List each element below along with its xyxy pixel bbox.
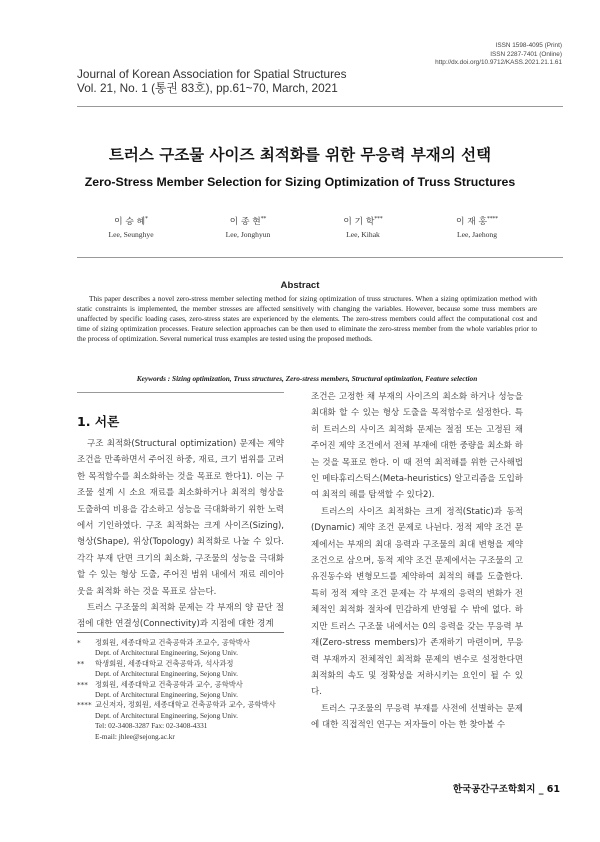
footnotes [77, 638, 287, 742]
author-1 [71, 213, 191, 242]
footnote-en: Dept. of Architectural Engineering, Sejong Univ. [95, 690, 238, 700]
footnote [77, 700, 287, 742]
abstract-rule-bottom [77, 392, 284, 393]
journal-header [77, 67, 347, 95]
author-en: Lee, Seunghye [108, 229, 154, 239]
author-4 [417, 213, 537, 242]
body-column-right [311, 389, 523, 734]
footnote-en: Dept. of Architectural Engineering, Sejong Univ. [95, 710, 238, 720]
issn-print: ISSN 1598-4095 (Print) [495, 42, 562, 49]
abstract-heading: Abstract [280, 280, 320, 291]
author-ko: 이 기 학 [343, 216, 375, 227]
journal-volume: Vol. 21, No. 1 (통권 83호), pp.61~70, March, 2021 [77, 81, 338, 95]
author-en: Lee, Kihak [346, 229, 380, 239]
footnote-en: Dept. of Architectural Engineering, Sejong Univ. [95, 648, 238, 658]
footnote [77, 680, 287, 701]
paragraph: 구조 최적화(Structural optimization) 문제는 제약조건을 만족하면서 주어진 하중, 재료, 크기 범위를 고려한 목적함수를 최소화하는 것을 목표로 한다1). 이는 구조물 설계 시 소요 재료를 최소화하거나 최적의 형상을 도출하여 비용을 감소하고 성능을 극대화하기 위한 노력에서 기인하였다. 구조 최적화는 크게 사이즈(Sizing), 형상(Shape), 위상(Topology) 최적화로 나눌 수 있다. 각각 부재 단면 크기의 최소화, 구조물의 성능을 극대화 할 수 있는 형상 도출, 주어진 범위 내에서 재료 레이아웃을 최적화 하는 것을 목표로 삼는다. [77, 439, 284, 597]
keywords: Keywords : Sizing optimization, Truss structures, Zero-stress members, Structural optimization, Feature selection [136, 374, 478, 383]
author-ko: 이 재 홍 [455, 216, 488, 227]
page-footer: 한국공간구조학회지 _ 61 [452, 784, 560, 795]
author-mark: * [145, 216, 148, 222]
paragraph: 조건은 고정한 채 부재의 사이즈의 최소화 하거나 성능을 최대화 할 수 있는 형상 도출을 목적함수로 설정한다. 특히 트러스의 사이즈 최적화 문제는 절점 또는 고정된 채 주어진 제약 조건에서 전체 부재에 대한 중량을 최소화 하는 것을 목표로 한다. 이 때 전역 최적해를 위한 근사해법인 메타휴리스틱스(Meta-heuristics) 알고리즘을 도입하여 최적의 해를 탐색할 수 있다2). [311, 392, 523, 501]
paragraph: 트러스의 사이즈 최적화는 크게 정적(Static)과 동적(Dynamic) 제약 조건 문제로 나뉜다. 정적 제약 조건 문제에서는 부재의 최대 응력과 구조물의 최대 변형을 제약 조건으로 삼으며, 동적 제약 조건 문제에서는 구조물의 고유진동수와 변형모드를 제약하여 최적의 해를 도출한다. 특히 정적 제약 조건 문제는 각 부재의 응력의 변화가 전체적인 최적화 절차에 민감하게 반영될 수 밖에 없다. 하지만 트러스 구조물 내에서는 0의 응력을 갖는 무응력 부재(Zero-stress members)가 존재하기 마련이며, 무응력 부재까지 전체적인 최적화 문제의 변수로 설정한다면 최적화의 속도 및 정확성을 저하시키는 요인이 될 수 있다. [311, 506, 523, 698]
contact-tel: Tel: 02-3408-3287 Fax: 02-3408-4331 [95, 721, 208, 731]
doi-link[interactable]: http://dx.doi.org/10.9712/KASS.2021.21.1.61 [435, 59, 562, 67]
title-korean: 트러스 구조물 사이즈 최적화를 위한 무응력 부재의 선택 [108, 146, 492, 164]
author-mark: ** [260, 216, 267, 222]
footnote-mark: **** [77, 700, 92, 710]
footnote-ko: 정회원, 세종대학교 건축공학과 조교수, 공학박사 [95, 638, 250, 647]
author-en: Lee, Jaehong [456, 229, 498, 239]
issn-block [435, 42, 562, 68]
journal-name: Journal of Korean Association for Spatial Structures [77, 67, 347, 81]
footnote-ko: 교신저자, 정회원, 세종대학교 건축공학과 교수, 공학박사 [95, 700, 276, 710]
footnote-ko: 학생회원, 세종대학교 건축공학과, 석사과정 [95, 658, 234, 668]
header-rule [77, 106, 563, 107]
abstract-text: This paper describes a novel zero-stress member selecting method for sizing optimization of truss structures. When a sizing optimization method with static constraints is implemented, the member stresses are affected sensitively with changing the variables. However, because some truss members are unaffected by specific loading cases, zero-stress states are experienced by the elements. The zero-stress members could affect the computational cost and time of sizing optimization processes. Feature selection approaches can be then used to eliminate the zero-stress member from the whole variables prior to the process of optimization. Several numerical truss examples are tested using the proposed methods. [77, 294, 537, 343]
author-2 [188, 213, 308, 242]
footnote-rule [77, 632, 284, 633]
footnote-en: Dept. of Architectural Engineering, Sejong Univ. [95, 669, 238, 679]
footnote [77, 638, 287, 659]
author-mark: *** [374, 216, 383, 222]
title-english: Zero-Stress Member Selection for Sizing Optimization of Truss Structures [84, 175, 516, 189]
body-column-left [77, 436, 284, 633]
paragraph: 트러스 구조물의 무응력 부재를 사전에 선별하는 문제에 대한 직접적인 연구는 저자들이 아는 한 찾아볼 수 [311, 703, 523, 731]
paragraph: 트러스 구조물의 최적화 문제는 각 부재의 양 끝단 절점에 대한 연결성(Connectivity)과 지점에 대한 경계 [77, 603, 284, 630]
author-mark: **** [487, 216, 499, 222]
issn-online: ISSN 2287-7401 (Online) [490, 50, 562, 58]
author-3 [303, 213, 423, 242]
author-en: Lee, Jonghyun [225, 229, 271, 239]
section-heading: 1. 서론 [77, 414, 120, 429]
footnote-mark: ** [77, 658, 85, 668]
footnote [77, 659, 287, 680]
author-ko: 이 종 현 [229, 216, 261, 227]
footnote-ko: 정회원, 세종대학교 건축공학과 교수, 공학박사 [95, 679, 243, 689]
footnote-mark: *** [77, 679, 88, 689]
author-ko: 이 승 혜 [114, 216, 146, 227]
abstract-rule-top [77, 257, 563, 258]
contact-email[interactable]: E-mail: jhlee@sejong.ac.kr [95, 731, 175, 741]
footnote-mark: * [77, 638, 81, 647]
